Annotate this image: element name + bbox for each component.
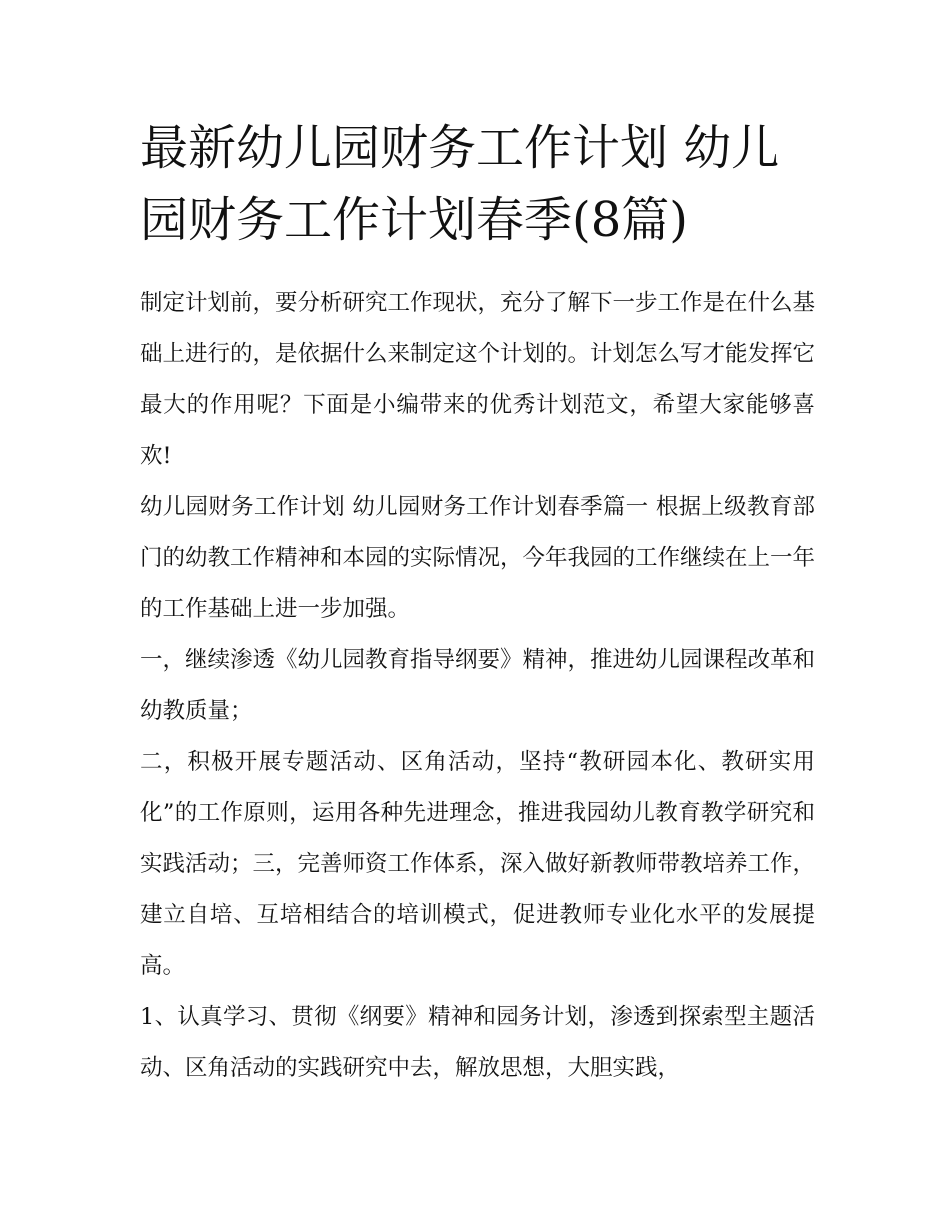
paragraph-intro: 制定计划前，要分析研究工作现状，充分了解下一步工作是在什么基础上进行的，是依据什么来制定这个计划的。计划怎么写才能发挥它最大的作用呢？下面是小编带来的优秀计划范文，希望大家能够喜欢!: [140, 290, 816, 469]
document-body: [140, 112, 815, 1094]
paragraph-item-two-three: 二，积极开展专题活动、区角活动，坚持“教研园本化、教研实用化”的工作原则，运用各种先进理念，推进我园幼儿教育教学研究和实践活动；三，完善师资工作体系，深入做好新教师带教培养工作，建立自培、互培相结合的培训模式，促进教师专业化水平的发展提高。: [140, 749, 816, 979]
paragraph-point-one: 1、认真学习、贯彻《纲要》精神和园务计划，渗透到探索型主题活动、区角活动的实践研究中去，解放思想，大胆实践，: [140, 1004, 815, 1081]
paragraph-part-one: 幼儿园财务工作计划 幼儿园财务工作计划春季篇一 根据上级教育部门的幼教工作精神和本园的实际情况，今年我园的工作继续在上一年的工作基础上进一步加强。: [140, 494, 816, 622]
paragraph-item-one: 一，继续渗透《幼儿园教育指导纲要》精神，推进幼儿园课程改革和幼教质量；: [140, 647, 816, 724]
document-title: 最新幼儿园财务工作计划 幼儿园财务工作计划春季(8篇): [140, 120, 780, 248]
